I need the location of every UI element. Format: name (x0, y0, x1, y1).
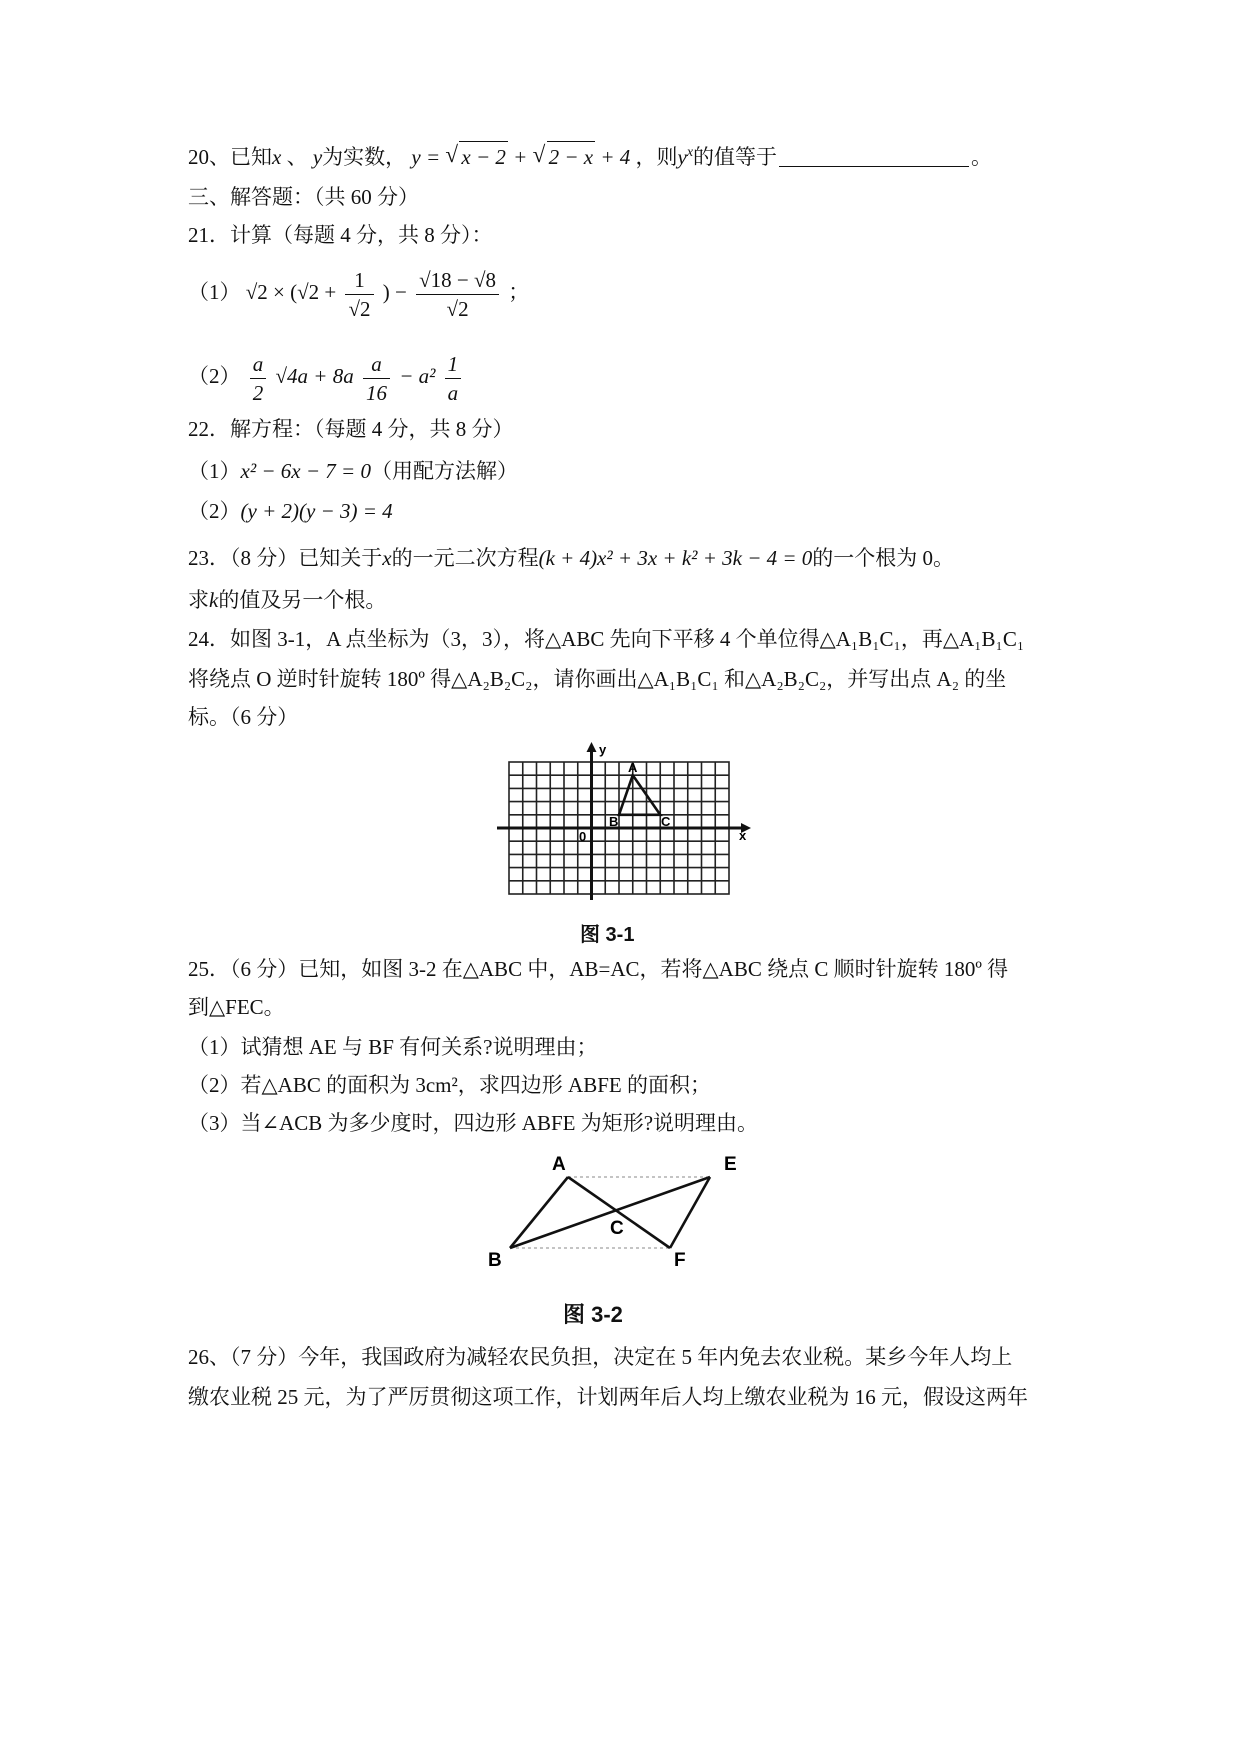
figure-3-2-geometry (480, 1150, 770, 1290)
q23-expr: (k + 4)x² + 3x + k² + 3k − 4 = 0 (538, 546, 813, 570)
label-point-c: C (610, 1218, 624, 1239)
q20-yx: y (677, 145, 687, 169)
q22-p1-expr: x² − 6x − 7 = 0 (240, 459, 371, 483)
q23-line1 (188, 543, 954, 573)
q21-p2-label: （2） (188, 364, 241, 388)
q21-p1-frac2-den: √2 (446, 296, 469, 321)
y-axis-arrow-icon (587, 742, 597, 752)
q22-p2-expr: (y + 2)(y − 3) = 4 (240, 499, 393, 523)
q20-var-x: x (272, 145, 282, 169)
q25-part1: （1）试猜想 AE 与 BF 有何关系?说明理由； (188, 1035, 598, 1059)
q21-p1-frac1 (345, 266, 373, 323)
q23-var-x: x (382, 546, 392, 570)
figure-3-2-caption: 图 3-2 (563, 1302, 623, 1327)
q22-part1 (188, 456, 518, 486)
q20-var-y: y (312, 145, 323, 169)
q24-line1: 24．如图 3-1，A 点坐标为（3，3），将△ABC 先向下平移 4 个单位得△A₁B₁C₁，再△A₁B₁C₁ (188, 627, 1025, 651)
q22-p2-label: （2） (188, 499, 241, 523)
q22-p1-note: （用配方法解） (370, 459, 518, 483)
q20-sqrt1: √ x − 2 (445, 141, 508, 172)
q20-text3: 的值等于 (693, 145, 778, 169)
q21-p2-frac3-den: a (447, 380, 459, 405)
label-x: x (739, 828, 747, 843)
q20-sqrt2: √ 2 − x (533, 141, 596, 172)
q24-line2: 将绕点 O 逆时针旋转 180º 得△A₂B₂C₂，请你画出△A₁B₁C₁ 和△A₂B₂C₂，并写出点 A₂ 的坐 (188, 667, 1007, 691)
q26-line1: 26、（7 分）今年，我国政府为减轻农民负担，决定在 5 年内免去农业税。某乡今年人均上 (188, 1345, 1013, 1369)
q20-expr-4: 4 (619, 145, 631, 169)
label-y: y (599, 742, 607, 757)
q20-yx-sup: x (686, 145, 694, 160)
q21-part1 (188, 262, 529, 323)
q21-p2-frac1 (250, 350, 267, 407)
q21-p1-frac2 (416, 266, 499, 323)
q21-title: 21．计算（每题 4 分，共 8 分）： (188, 223, 493, 247)
q20-expr-y: y (411, 145, 421, 169)
q23-prefix: 23．（8 分）已知关于 (188, 546, 383, 570)
label-point-e: E (724, 1154, 737, 1175)
q21-p1-frac1-den: √2 (348, 296, 371, 321)
q21-p1-frac1-num: 1 (345, 266, 373, 295)
q21-p1-b: ) − (382, 280, 413, 304)
q20-text1: 为实数， (322, 145, 407, 169)
q21-p1-end: ； (508, 280, 530, 304)
q23-end: 的一个根为 0。 (812, 546, 955, 570)
q23-line2 (188, 585, 386, 615)
label-c: C (661, 814, 671, 829)
q21-p2-frac2-den: 16 (365, 380, 387, 405)
q21-p2-frac3 (445, 350, 462, 407)
triangle-abc (619, 775, 660, 815)
segment-fe (670, 1177, 710, 1248)
q21-p2-frac1-num: a (250, 350, 267, 379)
q21-p2-frac1-den: 2 (252, 380, 264, 405)
q20-prefix: 20、已知 (188, 145, 272, 169)
q25-part2: （2）若△ABC 的面积为 3cm²，求四边形 ABFE 的面积； (188, 1073, 711, 1097)
figure-3-1-caption: 图 3-1 (580, 924, 635, 946)
q21-p1-label: （1） (188, 280, 241, 304)
q24-line3: 标。（6 分） (188, 705, 299, 729)
q23-l2-end: 的值及另一个根。 (218, 588, 387, 612)
label-a: A (628, 760, 638, 775)
q20-end: 。 (971, 145, 993, 169)
q21-part2 (188, 346, 465, 407)
q23-mid: 的一元二次方程 (391, 546, 539, 570)
label-point-f: F (674, 1250, 686, 1271)
q22-part2 (188, 496, 393, 526)
q20-expr-2a: 2 (495, 145, 506, 169)
q21-p2-frac3-num: 1 (445, 350, 462, 379)
q21-p2-b: − a² (399, 364, 436, 388)
q20-expr-x2: x (583, 145, 594, 169)
q22-title: 22．解方程：（每题 4 分，共 8 分） (188, 417, 514, 441)
q23-var-k: k (209, 588, 219, 612)
label-point-b: B (488, 1250, 502, 1271)
q21-p1-frac2-num: √18 − √8 (416, 266, 499, 295)
label-b: B (609, 814, 619, 829)
q20-line (188, 138, 992, 172)
q23-l2-prefix: 求 (188, 588, 209, 612)
section-3-title: 三、解答题：（共 60 分） (188, 185, 419, 209)
q25-part3: （3）当∠ACB 为多少度时，四边形 ABFE 为矩形?说明理由。 (188, 1111, 759, 1135)
q25-line2: 到△FEC。 (188, 995, 285, 1019)
q20-text2: ，则 (635, 145, 678, 169)
label-point-a: A (552, 1154, 566, 1175)
q21-p2-frac2 (363, 350, 390, 407)
q20-answer-blank (779, 166, 969, 167)
q22-p1-label: （1） (188, 459, 241, 483)
q20-expr-x1: x (461, 145, 471, 169)
q21-p2-frac2-num: a (363, 350, 390, 379)
q20-expr: y = √ x − 2 + √ 2 − x + 4 (411, 145, 635, 169)
q20-sep: 、 (281, 145, 313, 169)
q25-line1: 25．（6 分）已知，如图 3-2 在△ABC 中，AB=AC，若将△ABC 绕点 C 顺时针旋转 180º 得 (188, 957, 1009, 981)
q21-p2-a: √4a + 8a (275, 364, 354, 388)
q26-line2: 缴农业税 25 元，为了严厉贯彻这项工作，计划两年后人均上缴农业税为 16 元，假设这两年 (188, 1385, 1028, 1409)
figure-3-1-grid (495, 740, 755, 900)
q21-p1-a: √2 × (√2 + (245, 280, 342, 304)
label-origin: 0 (579, 829, 587, 844)
q20-expr-2b: 2 (548, 145, 560, 169)
